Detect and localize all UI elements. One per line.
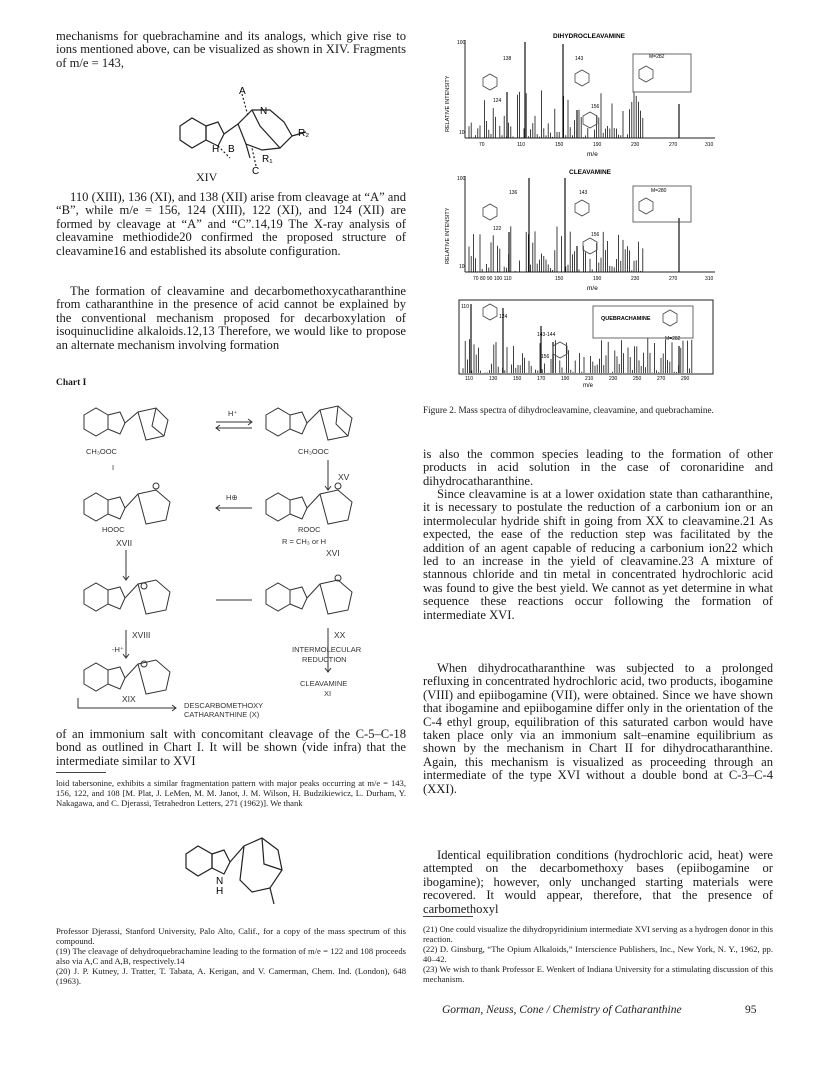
spec2-xtick-150: 150 xyxy=(555,276,564,282)
spec2-xtick-310: 310 xyxy=(705,276,714,282)
bottom-struct-h: H xyxy=(216,886,224,897)
spec3-peak-156: 156 xyxy=(541,354,550,360)
spec3-xtick-110: 110 xyxy=(465,376,473,382)
chart-label-xix: XIX xyxy=(122,694,136,704)
spec2-peak-143: 143 xyxy=(579,190,588,196)
spec3-xtick-210: 210 xyxy=(585,376,594,382)
chart-label-xx: XX xyxy=(334,630,346,640)
spec1-peak-124: 124 xyxy=(493,98,502,104)
chart-label-xvi: XVI xyxy=(326,548,340,558)
structure-xiv xyxy=(160,86,330,176)
footnote-19: (19) The cleavage of dehydroquebrachamine leading to the formation of m/e = 122 and 108 proceeds also via A,C and A,B, respectively.14 xyxy=(56,946,406,966)
spec1-ytick-100: 100 xyxy=(457,40,466,46)
chart-label-xv: XV xyxy=(338,472,350,482)
chart-ester-1: CH₃OOC xyxy=(86,447,117,456)
footnote-23: (23) We wish to thank Professor E. Wenkert of Indiana University for a stimulating discussion of this mechanism. xyxy=(423,964,773,984)
spec2-xtick-230: 230 xyxy=(631,276,640,282)
chart-ester-2: CH₃OOC xyxy=(298,447,329,456)
chart-label-xvii: XVII xyxy=(116,538,133,548)
spec1-xtick-110: 110 xyxy=(517,142,525,148)
chart-r-def: R = CH₃ or H xyxy=(282,537,327,546)
spec3-xtick-250: 250 xyxy=(633,376,642,382)
footnote-20: (20) J. P. Kutney, J. Tratter, T. Tabata, A. Kerigan, and V. Camerman, Chem. Ind. (London), 648 (1963). xyxy=(56,966,406,986)
spectrum-dihydrocleavamine xyxy=(443,30,723,162)
spec2-xtick-190: 190 xyxy=(593,276,602,282)
left-paragraph-4: of an immonium salt with concomitant cleavage of the C-5–C-18 bond as outlined in Chart I. It will be shown (vide infra) that the intermediate similar to XVI xyxy=(56,727,406,768)
page-number: 95 xyxy=(745,1004,757,1016)
spec1-xtick-310: 310 xyxy=(705,142,714,148)
spec1-peak-143: 143 xyxy=(575,56,584,62)
chart-minus-h: -H⁺ xyxy=(112,645,124,654)
spec2-ytick-100: 100 xyxy=(457,176,466,182)
spectrum-quebrachamine xyxy=(443,296,723,388)
spec3-xtick-150: 150 xyxy=(513,376,522,382)
spec1-title: DIHYDROCLEAVAMINE xyxy=(553,33,625,40)
spec3-xtick-190: 190 xyxy=(561,376,570,382)
spec3-title: QUEBRACHAMINE xyxy=(601,316,651,322)
spec3-xtick-290: 290 xyxy=(681,376,690,382)
spec3-xtick-130: 130 xyxy=(489,376,498,382)
spec2-xtick-270: 270 xyxy=(669,276,678,282)
spec1-ylabel: RELATIVE INTENSITY xyxy=(445,75,451,132)
spec2-mplus: M=280 xyxy=(651,188,667,194)
chart-i-title: Chart I xyxy=(56,378,87,388)
xiv-label-r1: R₁ xyxy=(262,154,273,165)
running-footer: Gorman, Neuss, Cone / Chemistry of Catharanthine xyxy=(442,1004,682,1016)
spec2-ytick-10: 10 xyxy=(459,264,465,270)
spec1-xtick-190: 190 xyxy=(593,142,602,148)
spec2-peak-122: 122 xyxy=(493,226,502,232)
bottom-struct-n: N xyxy=(216,876,224,887)
chart-intermolecular: INTERMOLECULAR xyxy=(292,645,362,654)
left-paragraph-3: The formation of cleavamine and decarbomethoxycatharanthine from catharanthine in the presence of acid cannot be explained by the conventional mechanism proposed for decarboxylation of isoquinuclidine alkaloids.12,13 Therefore, we would like to propose an alternate mechanism involving formation xyxy=(56,284,406,352)
chart-acid: HOOC xyxy=(102,525,125,534)
left-paragraph-1: mechanisms for quebrachamine and its analogs, which give rise to ions mentioned above, can be visualized as shown in XIV. Fragments of m/e = 143, xyxy=(56,29,406,70)
xiv-label-b: B xyxy=(228,144,235,155)
chart-h-plus-1: H⁺ xyxy=(228,409,238,418)
xiv-label-n-h: H xyxy=(212,144,220,155)
spec3-xlabel: m/e xyxy=(583,383,594,388)
chart-decarbo: DESCARBOMETHOXY xyxy=(184,701,264,710)
spec1-mplus: M=282 xyxy=(649,54,665,60)
footnote-djerassi: Professor Djerassi, Stanford University, Palo Alto, Calif., for a copy of the mass spectrum of this compound. xyxy=(56,926,406,946)
spec1-xtick-230: 230 xyxy=(631,142,640,148)
spec3-xtick-230: 230 xyxy=(609,376,618,382)
spectrum-cleavamine xyxy=(443,166,723,292)
xiv-label-n: N xyxy=(260,106,268,117)
spec2-xlabel: m/e xyxy=(587,285,598,292)
spec3-peak-143: 143-144 xyxy=(537,332,556,338)
chart-i-scheme xyxy=(56,390,406,720)
spec1-xlabel: m/e xyxy=(587,151,598,158)
spec1-peak-156: 156 xyxy=(591,104,600,110)
chart-reduction: REDUCTION xyxy=(302,655,347,664)
chart-label-i: I xyxy=(112,463,115,472)
chart-cleavamine: CLEAVAMINE xyxy=(300,679,348,688)
xiv-label-c: C xyxy=(252,166,260,176)
right-paragraph-2: Since cleavamine is at a lower oxidation state than catharanthine, it is necessary to postulate the reduction of a carbonium ion or an intermolecular hydride shift in going from XX to cleavamine.21 As expected, the ease of the reduction step was facilitated by the addition of an agent capable of reducing a carbonium ion22 which led to an increase in the yield of cleavamine.23 A mixture of stannous chloride and tin metal in concentrated hydrochloric acid was found to give the best yield. We cannot as yet determine in what sequence these reactions occur following the formation of intermediate XVI. xyxy=(423,487,773,622)
spec1-xtick-150: 150 xyxy=(555,142,564,148)
spec3-mplus: M=282 xyxy=(665,336,681,342)
spec1-peak-138: 138 xyxy=(503,56,512,62)
right-paragraph-4: Identical equilibration conditions (hydrochloric acid, heat) were attempted on the decarbomethoxy bases (epiibogamine or ibogamine); however, only unchanged starting materials were recovered. It would appear, therefore, that the presence of carbomethoxyl xyxy=(423,848,773,916)
spec2-ylabel: RELATIVE INTENSITY xyxy=(445,207,451,264)
chart-label-xi: XI xyxy=(324,689,332,698)
spec1-ytick-10: 10 xyxy=(459,130,465,136)
spec3-peak-110: 110 xyxy=(461,304,469,310)
footnote-21: (21) One could visualize the dihydropyridinium intermediate XVI serving as a hydrogen donor in this reaction. xyxy=(423,924,773,944)
footnote-22: (22) D. Ginsburg, “The Opium Alkaloids,” Interscience Publishers, Inc., New York, N. Y., 1962, pp. 40–42. xyxy=(423,944,773,964)
xiv-label-r2: R₂ xyxy=(298,128,310,139)
spec2-peak-136: 136 xyxy=(509,190,518,196)
footnote-rule-left xyxy=(56,772,106,773)
footnote-rule-right xyxy=(423,916,473,917)
xiv-label-a: A xyxy=(239,86,246,97)
xiv-label: XIV xyxy=(196,170,218,184)
chart-label-xviii: XVIII xyxy=(132,630,151,640)
spec3-peak-124: 124 xyxy=(499,314,508,320)
chart-cath: CATHARANTHINE (X) xyxy=(184,710,260,719)
spec2-title: CLEAVAMINE xyxy=(569,169,612,176)
footnote-continued: loid tabersonine, exhibits a similar fragmentation pattern with major peaks occurring at m/e = 143, 156, 122, and 108 [M. Plat, J. LeMen, M. M. Janot, J. M. Wilson, H. Budzikiewicz, L. Durham, Y. Nakagawa, and C. Djerassi, Tetrahedron Letters, 271 (1962)]. We thank xyxy=(56,778,406,808)
chart-roc: ROOC xyxy=(298,525,321,534)
chart-h-plus-2: H⊕ xyxy=(226,493,238,502)
spec3-xtick-270: 270 xyxy=(657,376,666,382)
spec1-xtick-70: 70 xyxy=(479,142,485,148)
right-paragraph-1: is also the common species leading to the formation of other products in acid solution in the case of coronaridine and dihydrocatharanthine. xyxy=(423,447,773,488)
left-paragraph-2: 110 (XIII), 136 (XI), and 138 (XII) arise from cleavage at “A” and “B”, while m/e = 156, 124 (XIII), 122 (XI), and 124 (XII) are formed by cleavage at “A” and “C”.14,19 The X-ray analysis of cleavamine methiodide20 confirmed the proposed structure of cleavamine16 and established its absolute configuration. xyxy=(56,190,406,258)
right-paragraph-3: When dihydrocatharanthine was subjected to a prolonged refluxing in concentrated hydrochloric acid, two products, ibogamine (VIII) and epiibogamine (VII), were obtained. Since we have shown that ibogamine and epiibogamine differ only in the orientation of the C-4 ethyl group, equilibration of this saturated carbon would have taken place only via an immonium salt–enamine equilibrium as shown by the mechanism in Chart II for dihydrocatharanthine. Again, this mechanism is visualized as proceeding through an intermediate of the type XVI without a double bond at C-3–C-4 (XXI). xyxy=(423,661,773,796)
spec3-xtick-170: 170 xyxy=(537,376,546,382)
spec1-xtick-270: 270 xyxy=(669,142,678,148)
spec2-xtick-70-110: 70 80 90 100 110 xyxy=(473,276,512,282)
bottom-structure xyxy=(178,820,298,910)
spec2-peak-156: 156 xyxy=(591,232,600,238)
figure-2-caption: Figure 2. Mass spectra of dihydrocleavamine, cleavamine, and quebrachamine. xyxy=(423,405,714,415)
